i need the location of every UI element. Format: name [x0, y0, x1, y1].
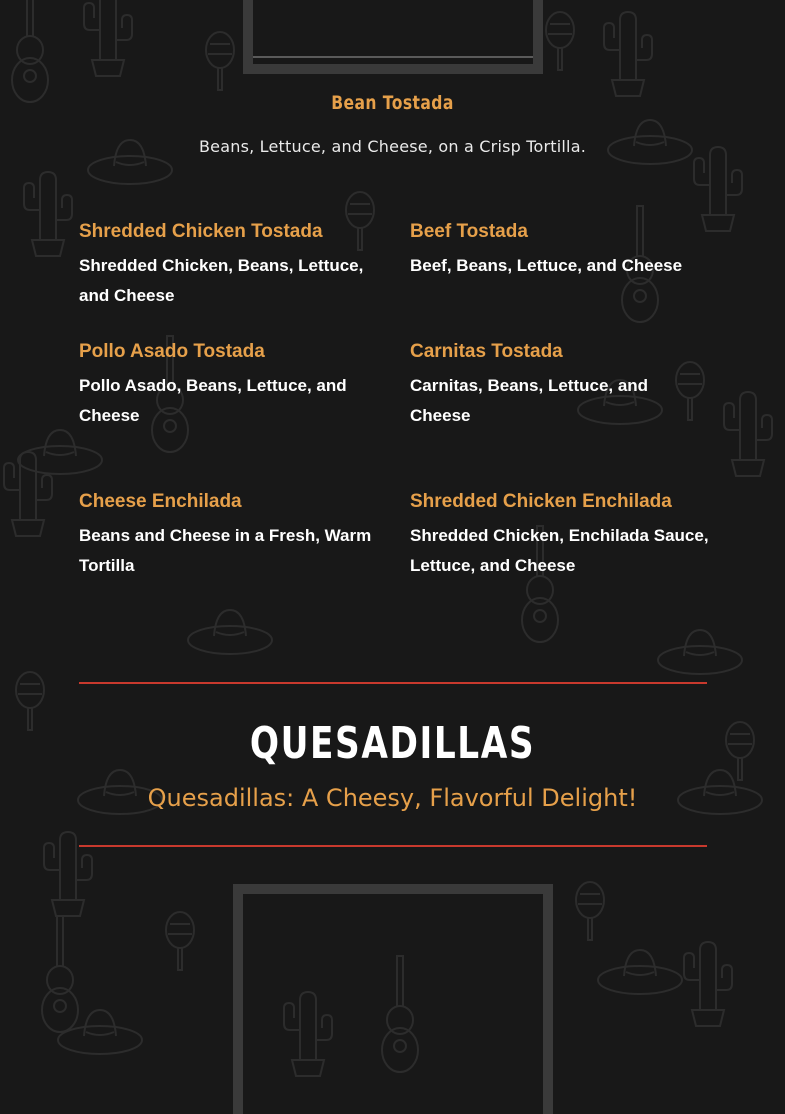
featured-item-description: Beans, Lettuce, and Cheese, on a Crisp Tortilla. [199, 137, 586, 156]
menu-item-description: Pollo Asado, Beans, Lettuce, and Cheese [79, 376, 347, 425]
menu-item-description: Shredded Chicken, Enchilada Sauce, Lettuce, and Cheese [410, 526, 709, 575]
menu-item [410, 220, 710, 281]
section-title: QUESADILLAS [249, 718, 536, 769]
menu-item-name: Carnitas Tostada [410, 341, 563, 362]
menu-item [79, 490, 379, 581]
menu-item-name: Pollo Asado Tostada [79, 341, 265, 362]
menu-item [79, 340, 369, 431]
image-frame-bottom [233, 884, 553, 1114]
menu-item [410, 340, 670, 431]
menu-item [410, 490, 710, 581]
section-divider-bottom [79, 845, 707, 847]
menu-item-description: Shredded Chicken, Beans, Lettuce, and Cheese [79, 256, 364, 305]
image-frame-top [243, 0, 543, 74]
menu-item-name: Shredded Chicken Tostada [79, 221, 323, 242]
menu-item-name: Beef Tostada [410, 221, 528, 242]
menu-item-name: Shredded Chicken Enchilada [410, 491, 672, 512]
section-divider-top [79, 682, 707, 684]
menu-item-name: Cheese Enchilada [79, 491, 242, 512]
menu-item [79, 220, 379, 311]
menu-item-description: Beef, Beans, Lettuce, and Cheese [410, 256, 683, 275]
featured-item-title: Bean Tostada [331, 92, 454, 114]
menu-item-description: Beans and Cheese in a Fresh, Warm Tortilla [79, 526, 372, 575]
section-subtitle: Quesadillas: A Cheesy, Flavorful Delight! [147, 784, 638, 812]
menu-item-description: Carnitas, Beans, Lettuce, and Cheese [410, 376, 649, 425]
